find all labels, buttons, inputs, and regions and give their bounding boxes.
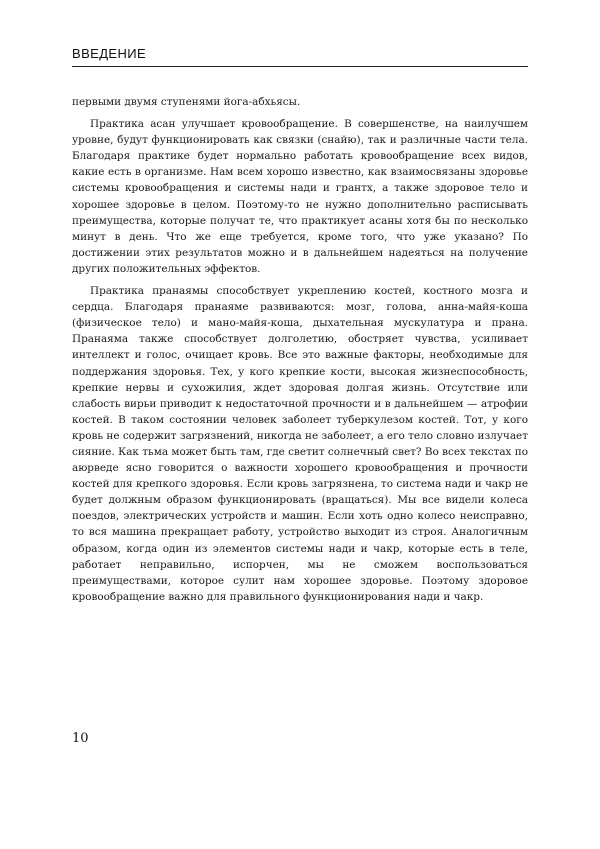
paragraph-asana: Практика асан улучшает кровообращение. В совершенстве, на наилучшем уровне, будут функционировать как связки (снайю), так и различные части тела. Благодаря практике будет нормально работать кровообращение всех видов, какие есть в организме. Нам всем хорошо известно, как взаимосвязаны здоровье системы кровообращения и системы нади и грантх, а также здоровое тело и хорошее здоровье в целом. Поэтому-то не нужно дополнительно расписывать преимущества, которые получат те, что практикует асаны хотя бы по несколько минут в день. Что же еще требуется, кроме того, что уже указано? По достижении этих результатов можно и в дальнейшем надеяться на получение других положительных эффектов. xyxy=(72,118,528,275)
paragraph-continuation: первыми двумя ступенями йога-абхьясы. xyxy=(72,96,301,108)
header-rule xyxy=(72,66,528,67)
page-number: 10 xyxy=(72,731,89,746)
main-text-block xyxy=(72,94,528,611)
running-header-title: ВВЕДЕНИЕ xyxy=(72,46,147,61)
paragraph-pranayama: Практика пранаямы способствует укреплению костей, костного мозга и сердца. Благодаря пранаяме развиваются: мозг, голова, анна-майя-коша (физическое тело) и мано-майя-коша, дыхательная мускулатура и прана. Пранаяма также способствует долголетию, обостряет чувства, усиливает интеллект и голос, очищает кровь. Все это важные факторы, необходимые для поддержания здоровья. Тех, у кого крепкие кости, высокая жизнеспособность, крепкие нервы и сухожилия, ждет здоровая долгая жизнь. Отсутствие или слабость вирьи приводит к недостаточной прочности и в дальнейшем — атрофии костей. В таком состоянии человек заболеет туберкулезом костей. Тот, у кого кровь не содержит загрязнений, никогда не заболеет, а его тело словно излучает сияние. Как тьма может быть там, где светит солнечный свет? Во всех текстах по аюрведе ясно говорится о важности хорошего кровообращения и прочности костей для крепкого здоровья. Если кровь загрязнена, то система нади и чакр не будет должным образом функционировать (вращаться). Мы все видели колеса поездов, электрических устройств и машин. Если хоть одно колесо неисправно, то вся машина прекращает работу, устройство выходит из строя. Аналогичным образом, когда один из элементов системы нади и чакр, которые есть в теле, работает неправильно, испорчен, мы не сможем воспользоваться преимуществами, которое сулит нам хорошее здоровье. Поэтому здоровое кровообращение важно для правильного функционирования нади и чакр. xyxy=(72,285,529,603)
